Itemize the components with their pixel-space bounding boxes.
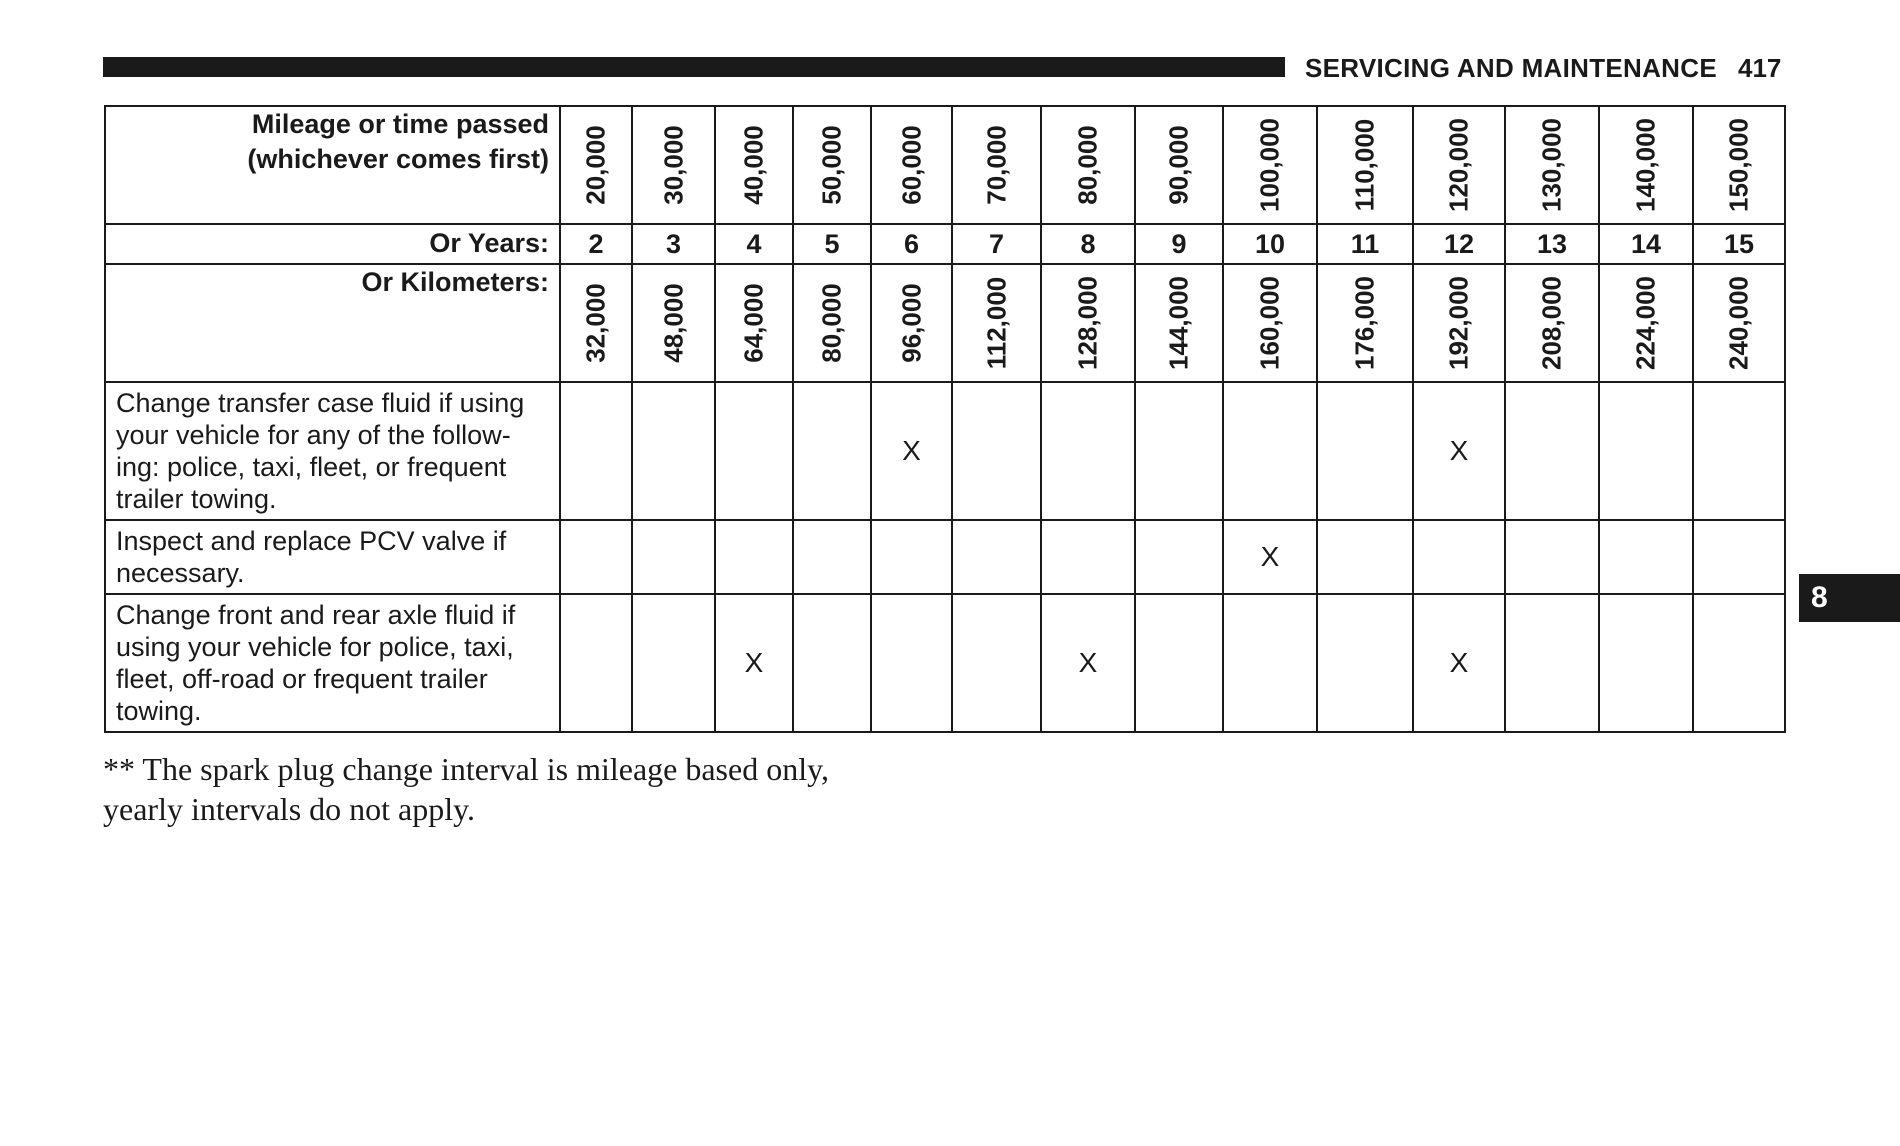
empty-cell bbox=[715, 382, 793, 520]
service-item-description bbox=[105, 520, 560, 594]
empty-cell bbox=[1599, 382, 1693, 520]
year-cell: 9 bbox=[1135, 224, 1223, 264]
empty-cell bbox=[1135, 520, 1223, 594]
km-cell bbox=[632, 264, 715, 382]
km-value: 112,000 bbox=[981, 276, 1011, 370]
km-cell bbox=[1413, 264, 1505, 382]
mileage-value: 30,000 bbox=[658, 125, 688, 205]
mileage-cell bbox=[1505, 106, 1599, 224]
description-line: necessary. bbox=[116, 558, 245, 588]
service-mark-cell: X bbox=[1223, 520, 1317, 594]
mileage-cell bbox=[1135, 106, 1223, 224]
year-cell: 7 bbox=[952, 224, 1041, 264]
km-value: 80,000 bbox=[816, 283, 847, 363]
empty-cell bbox=[1135, 382, 1223, 520]
description-line: using your vehicle for police, taxi, bbox=[116, 632, 514, 662]
km-cell bbox=[952, 264, 1041, 382]
km-cell bbox=[1317, 264, 1413, 382]
year-cell: 14 bbox=[1599, 224, 1693, 264]
km-cell bbox=[1223, 264, 1317, 382]
km-value: 224,000 bbox=[1630, 276, 1661, 370]
description-line: Inspect and replace PCV valve if bbox=[116, 526, 507, 556]
empty-cell bbox=[793, 520, 871, 594]
empty-cell bbox=[632, 382, 715, 520]
km-value: 240,000 bbox=[1723, 276, 1754, 370]
year-cell: 13 bbox=[1505, 224, 1599, 264]
mileage-cell bbox=[793, 106, 871, 224]
empty-cell bbox=[952, 594, 1041, 732]
footnote-line1: ** The spark plug change interval is mileage based only, bbox=[103, 751, 830, 787]
km-value: 48,000 bbox=[658, 283, 688, 363]
empty-cell bbox=[1223, 594, 1317, 732]
page-number: 417 bbox=[1738, 53, 1782, 83]
km-value: 160,000 bbox=[1254, 276, 1285, 370]
mileage-cell bbox=[715, 106, 793, 224]
footnote-line2: yearly intervals do not apply. bbox=[103, 791, 476, 827]
mileage-value: 80,000 bbox=[1072, 125, 1103, 205]
empty-cell bbox=[1041, 382, 1135, 520]
mileage-cell bbox=[1693, 106, 1785, 224]
mileage-label-cell bbox=[105, 106, 560, 224]
empty-cell bbox=[1505, 520, 1599, 594]
empty-cell bbox=[1317, 382, 1413, 520]
mileage-value: 100,000 bbox=[1254, 118, 1285, 212]
mileage-value: 120,000 bbox=[1443, 118, 1474, 212]
empty-cell bbox=[952, 382, 1041, 520]
km-cell bbox=[1693, 264, 1785, 382]
years-header-row bbox=[105, 224, 1785, 264]
empty-cell bbox=[1223, 382, 1317, 520]
km-value: 96,000 bbox=[896, 283, 926, 363]
km-cell bbox=[793, 264, 871, 382]
empty-cell bbox=[560, 520, 632, 594]
mileage-value: 50,000 bbox=[816, 125, 847, 205]
year-cell: 4 bbox=[715, 224, 793, 264]
km-value: 144,000 bbox=[1163, 276, 1194, 370]
mileage-cell bbox=[1223, 106, 1317, 224]
service-mark-cell: X bbox=[1041, 594, 1135, 732]
empty-cell bbox=[1693, 382, 1785, 520]
km-header-row bbox=[105, 264, 1785, 382]
empty-cell bbox=[632, 520, 715, 594]
description-line: fleet, off-road or frequent trailer bbox=[116, 664, 488, 694]
schedule-item-row bbox=[105, 594, 1785, 732]
section-title: SERVICING AND MAINTENANCE bbox=[1305, 53, 1717, 83]
year-cell: 8 bbox=[1041, 224, 1135, 264]
year-cell: 12 bbox=[1413, 224, 1505, 264]
empty-cell bbox=[1505, 594, 1599, 732]
mileage-header-row bbox=[105, 106, 1785, 224]
km-value: 64,000 bbox=[738, 283, 769, 363]
mileage-value: 140,000 bbox=[1630, 118, 1661, 212]
empty-cell bbox=[1317, 520, 1413, 594]
empty-cell bbox=[1599, 520, 1693, 594]
empty-cell bbox=[1693, 594, 1785, 732]
years-label-cell: Or Years: bbox=[105, 224, 560, 264]
empty-cell bbox=[871, 520, 952, 594]
schedule-item-row bbox=[105, 382, 1785, 520]
description-line: towing. bbox=[116, 696, 202, 726]
km-value: 208,000 bbox=[1536, 276, 1567, 370]
empty-cell bbox=[1413, 520, 1505, 594]
empty-cell bbox=[1041, 520, 1135, 594]
km-cell bbox=[560, 264, 632, 382]
year-cell: 10 bbox=[1223, 224, 1317, 264]
empty-cell bbox=[1135, 594, 1223, 732]
service-mark-cell: X bbox=[1413, 594, 1505, 732]
year-cell: 6 bbox=[871, 224, 952, 264]
schedule-item-row bbox=[105, 520, 1785, 594]
mileage-cell bbox=[871, 106, 952, 224]
empty-cell bbox=[1599, 594, 1693, 732]
km-value: 128,000 bbox=[1072, 276, 1103, 370]
km-cell bbox=[1505, 264, 1599, 382]
empty-cell bbox=[1317, 594, 1413, 732]
mileage-value: 130,000 bbox=[1536, 118, 1567, 212]
empty-cell bbox=[952, 520, 1041, 594]
mileage-value: 70,000 bbox=[981, 125, 1011, 205]
km-cell bbox=[1599, 264, 1693, 382]
mileage-value: 90,000 bbox=[1163, 125, 1194, 205]
maintenance-schedule-table bbox=[104, 105, 1786, 733]
description-line: ing: police, taxi, fleet, or frequent bbox=[116, 452, 507, 482]
footnote bbox=[103, 749, 1003, 829]
empty-cell bbox=[793, 382, 871, 520]
km-cell bbox=[1041, 264, 1135, 382]
km-value: 192,000 bbox=[1443, 276, 1474, 370]
mileage-value: 110,000 bbox=[1349, 118, 1380, 212]
empty-cell bbox=[1505, 382, 1599, 520]
empty-cell bbox=[560, 594, 632, 732]
service-item-description bbox=[105, 594, 560, 732]
mileage-cell bbox=[1317, 106, 1413, 224]
empty-cell bbox=[632, 594, 715, 732]
description-line: your vehicle for any of the follow- bbox=[116, 420, 511, 450]
mileage-value: 150,000 bbox=[1723, 118, 1754, 212]
description-line: trailer towing. bbox=[116, 484, 277, 514]
year-cell: 3 bbox=[632, 224, 715, 264]
km-value: 32,000 bbox=[580, 283, 611, 363]
service-mark-cell: X bbox=[715, 594, 793, 732]
mileage-cell bbox=[1599, 106, 1693, 224]
mileage-value: 60,000 bbox=[896, 125, 926, 205]
mileage-cell bbox=[632, 106, 715, 224]
km-value: 176,000 bbox=[1349, 276, 1380, 370]
km-cell bbox=[1135, 264, 1223, 382]
service-mark-cell: X bbox=[1413, 382, 1505, 520]
year-cell: 15 bbox=[1693, 224, 1785, 264]
empty-cell bbox=[560, 382, 632, 520]
header-rule-bar bbox=[103, 57, 1285, 77]
year-cell: 2 bbox=[560, 224, 632, 264]
mileage-cell bbox=[560, 106, 632, 224]
chapter-tab: 8 bbox=[1799, 574, 1900, 622]
year-cell: 11 bbox=[1317, 224, 1413, 264]
year-cell: 5 bbox=[793, 224, 871, 264]
description-line: Change transfer case fluid if using bbox=[116, 388, 525, 418]
mileage-value: 40,000 bbox=[738, 125, 769, 205]
service-mark-cell: X bbox=[871, 382, 952, 520]
km-cell bbox=[871, 264, 952, 382]
empty-cell bbox=[793, 594, 871, 732]
km-cell bbox=[715, 264, 793, 382]
mileage-label-line1: Mileage or time passed bbox=[251, 109, 549, 139]
service-item-description bbox=[105, 382, 560, 520]
mileage-value: 20,000 bbox=[580, 125, 611, 205]
mileage-label-line2: (whichever comes first) bbox=[247, 144, 549, 175]
empty-cell bbox=[1693, 520, 1785, 594]
description-line: Change front and rear axle fluid if bbox=[116, 600, 516, 630]
km-label-cell: Or Kilometers: bbox=[105, 264, 560, 382]
mileage-cell bbox=[1413, 106, 1505, 224]
mileage-cell bbox=[952, 106, 1041, 224]
empty-cell bbox=[715, 520, 793, 594]
mileage-cell bbox=[1041, 106, 1135, 224]
empty-cell bbox=[871, 594, 952, 732]
